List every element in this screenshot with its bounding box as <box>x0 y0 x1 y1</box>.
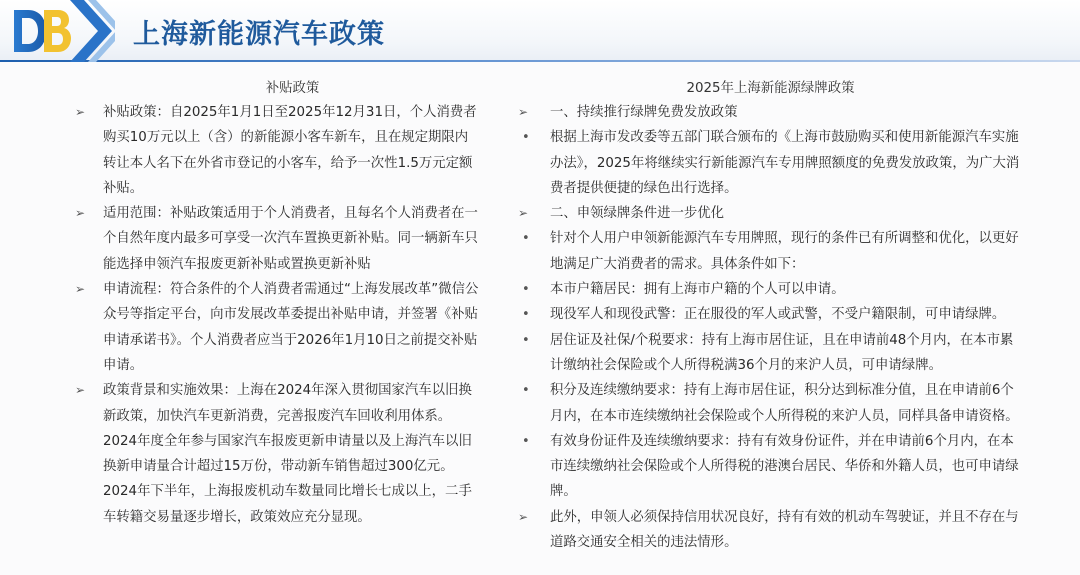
list-item-text: 二、申领绿牌条件进一步优化 <box>550 206 725 222</box>
list-item <box>75 277 480 378</box>
list-item-text: 补贴政策：自2025年1月1日至2025年12月31日，个人消费者购买10万元以上（含）的新能源小客车新车，且在规定期限内转让本人名下在外省市登记的小客车，给予一次性1.5万元定额补贴。 <box>103 105 477 196</box>
subsidy-policy-heading: 补贴政策 <box>265 81 320 96</box>
dot-bullet-icon: • <box>522 130 530 146</box>
list-item <box>518 328 1023 379</box>
dot-bullet-icon: • <box>522 332 530 348</box>
list-item-text: 政策背景和实施效果：上海在2024年深入贯彻国家汽车以旧换新政策，加快汽车更新消费，完善报废汽车回收利用体系。2024年度全年参与国家汽车报废更新申请量以及上海汽车以旧换新申请量合计超过15万份，带动新车销售超过300亿元。2024年下半年，上海报废机动车数量同比增长七成以上，二手车转籍交易量逐步增长，政策效应充分显现。 <box>103 383 472 525</box>
list-item-text: 本市户籍居民：拥有上海市户籍的个人可以申请。 <box>550 282 845 298</box>
list-item-text: 居住证及社保/个税要求：持有上海市居住证，且在申请前48个月内，在本市累计缴纳社会保险或个人所得税满36个月的来沪人员，可申请绿牌。 <box>550 332 1014 373</box>
list-item-text: 一、持续推行绿牌免费发放政策 <box>550 105 738 120</box>
list-item <box>75 100 480 201</box>
list-item-text: 有效身份证件及连续缴纳要求：持有有效身份证件，并在申请前6个月内，在本市连续缴纳社会保险或个人所得税的港澳台居民、华侨和外籍人员，也可申请绿牌。 <box>550 433 1019 500</box>
list-item-text: 积分及连续缴纳要求：持有上海市居住证，积分达到标准分值，且在申请前6个月内，在本市连续缴纳社会保险或个人所得税的来沪人员，同样具备申请资格。 <box>550 383 1019 424</box>
arrow-bullet-icon: ➢ <box>518 105 529 119</box>
page-title: 上海新能源汽车政策 <box>133 19 385 50</box>
list-item-text: 现役军人和现役武警：正在服役的军人或武警，不受户籍限制，可申请绿牌。 <box>550 307 1006 323</box>
dot-bullet-icon: • <box>522 433 530 449</box>
dot-bullet-icon: • <box>522 231 530 247</box>
logo-icon <box>0 0 115 62</box>
list-item-text: 此外，申领人必须保持信用状况良好，持有有效的机动车驾驶证，并且不存在与道路交通安全相关的违法情形。 <box>550 509 1019 551</box>
arrow-bullet-icon: ➢ <box>518 509 529 524</box>
list-item <box>518 505 1023 556</box>
green-plate-policy-column <box>518 78 1023 555</box>
arrow-bullet-icon: ➢ <box>75 282 86 297</box>
arrow-bullet-icon: ➢ <box>518 206 529 221</box>
arrow-bullet-icon: ➢ <box>75 383 86 398</box>
arrow-bullet-icon: ➢ <box>75 206 86 221</box>
list-item <box>518 125 1023 201</box>
green-plate-policy-heading: 2025年上海新能源绿牌政策 <box>686 81 855 96</box>
arrow-bullet-icon: ➢ <box>75 105 86 119</box>
list-item <box>518 277 1023 302</box>
list-item <box>518 100 1023 125</box>
dot-bullet-icon: • <box>522 307 530 323</box>
list-item <box>75 378 480 530</box>
subsidy-policy-column <box>75 78 480 530</box>
dot-bullet-icon: • <box>522 383 530 399</box>
list-item <box>518 378 1023 429</box>
list-item <box>518 429 1023 505</box>
list-item-text: 适用范围：补贴政策适用于个人消费者，且每名个人消费者在一个自然年度内最多可享受一次汽车置换更新补贴。同一辆新车只能选择申领汽车报废更新补贴或置换更新补贴 <box>103 206 478 272</box>
list-item <box>518 302 1023 327</box>
list-item-text: 申请流程：符合条件的个人消费者需通过“上海发展改革”微信公众号等指定平台，向市发展改革委提出补贴申请，并签署《补贴申请承诺书》。个人消费者应当于2026年1月10日之前提交补贴申请。 <box>103 282 479 373</box>
list-item <box>518 226 1023 277</box>
list-item-text: 针对个人用户申领新能源汽车专用牌照，现行的条件已有所调整和优化，以更好地满足广大消费者的需求。具体条件如下： <box>550 231 1019 272</box>
list-item <box>75 201 480 277</box>
list-item-text: 根据上海市发改委等五部门联合颁布的《上海市鼓励购买和使用新能源汽车实施办法》，2025年将继续实行新能源汽车专用牌照额度的免费发放政策，为广大消费者提供便捷的绿色出行选择。 <box>550 130 1020 196</box>
list-item <box>518 201 1023 226</box>
dot-bullet-icon: • <box>522 282 530 298</box>
